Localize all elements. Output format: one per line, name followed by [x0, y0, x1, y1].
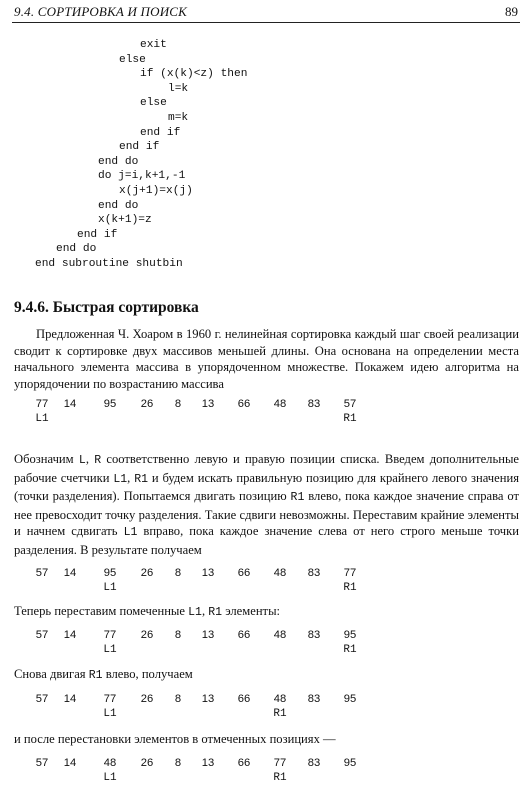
text-fragment: Снова двигая: [14, 667, 89, 681]
text-fragment: ,: [85, 452, 95, 466]
position-marker: L1: [103, 644, 117, 656]
array-value: 48: [103, 757, 117, 769]
array-value: 48: [273, 567, 287, 579]
section-heading: 9.4.6. Быстрая сортировка: [14, 299, 199, 316]
array-value: 66: [237, 567, 251, 579]
move-paragraph: [14, 666, 519, 685]
array-row-2: [0, 567, 532, 599]
code-inline: R1: [88, 669, 103, 682]
array-value: 57: [35, 629, 49, 641]
code-inline: L1: [123, 526, 138, 540]
array-value: 95: [103, 398, 117, 410]
code-line: x(k+1)=z: [98, 214, 152, 227]
text-fragment: ,: [201, 604, 209, 618]
position-marker: R1: [273, 708, 287, 720]
text-fragment: Обозначим: [14, 452, 79, 466]
code-inline: R1: [290, 491, 305, 505]
array-value: 26: [140, 693, 154, 705]
array-value: 83: [307, 757, 321, 769]
code-line: end do: [98, 199, 139, 212]
position-marker: L1: [103, 772, 117, 784]
array-value: 13: [201, 398, 215, 410]
array-value: 48: [273, 629, 287, 641]
position-marker: R1: [273, 772, 287, 784]
array-value: 8: [174, 567, 182, 579]
array-value: 8: [174, 693, 182, 705]
array-value: 95: [343, 757, 357, 769]
array-value: 57: [343, 398, 357, 410]
position-marker: L1: [35, 413, 49, 425]
position-marker: L1: [103, 582, 117, 594]
code-inline: R1: [134, 472, 148, 486]
array-value: 66: [237, 693, 251, 705]
array-row-3: [0, 629, 532, 661]
text-fragment: соответственно левую и правую позиции списка. Введем дополнительные рабочие счетчики: [14, 452, 519, 485]
array-value: 48: [273, 693, 287, 705]
array-value: 14: [63, 757, 77, 769]
code-line: x(j+1)=x(j): [119, 184, 193, 197]
array-value: 13: [201, 693, 215, 705]
code-line: else: [119, 53, 146, 66]
array-value: 14: [63, 693, 77, 705]
array-value: 26: [140, 567, 154, 579]
code-line: l=k: [168, 82, 189, 95]
running-header: 9.4. СОРТИРОВКА И ПОИСК: [14, 4, 187, 19]
array-value: 83: [307, 567, 321, 579]
array-value: 77: [35, 398, 49, 410]
code-inline: L1: [188, 606, 202, 619]
array-value: 66: [237, 757, 251, 769]
text-fragment: вправо, пока каждое значение слева от него строго меньше точки разделения. В результате получаем: [14, 524, 520, 557]
position-marker: R1: [343, 582, 357, 594]
swap-paragraph: [14, 603, 519, 622]
array-row-5: [0, 757, 532, 789]
array-value: 95: [103, 567, 117, 579]
array-value: 14: [63, 398, 77, 410]
array-value: 48: [273, 398, 287, 410]
code-listing: [0, 38, 532, 272]
after-swap-paragraph: и после перестановки элементов в отмеченных позициях —: [14, 732, 336, 746]
text-fragment: элементы:: [222, 604, 281, 618]
array-value: 57: [35, 567, 49, 579]
array-value: 66: [237, 629, 251, 641]
array-row-1: [0, 398, 532, 430]
code-line: exit: [140, 39, 167, 51]
array-value: 13: [201, 757, 215, 769]
code-inline: R: [94, 454, 102, 467]
array-value: 13: [201, 567, 215, 579]
position-marker: R1: [343, 413, 357, 425]
array-value: 83: [307, 693, 321, 705]
array-value: 77: [103, 629, 117, 641]
array-value: 26: [140, 757, 154, 769]
code-line: if (x(k)<z) then: [140, 68, 248, 81]
array-value: 95: [343, 629, 357, 641]
code-inline: L1: [113, 472, 128, 486]
array-row-4: [0, 693, 532, 725]
array-value: 95: [343, 693, 357, 705]
code-line: end subroutine shutbin: [35, 257, 183, 270]
text-fragment: влево, получаем: [102, 667, 193, 681]
array-value: 13: [201, 629, 215, 641]
text-fragment: и будем искать правильную позицию для крайнего левого значения (точки разделения). Попытаемся двигать позицию: [14, 470, 519, 504]
position-marker: L1: [103, 708, 117, 720]
array-value: 57: [35, 693, 49, 705]
code-inline: L: [78, 454, 86, 467]
pointers-paragraph: [14, 451, 519, 559]
array-value: 8: [174, 398, 182, 410]
code-line: end if: [140, 126, 181, 139]
array-value: 26: [140, 629, 154, 641]
array-value: 26: [140, 398, 154, 410]
code-inline: R1: [208, 606, 223, 619]
array-value: 77: [343, 567, 357, 579]
array-value: 83: [307, 398, 321, 410]
array-value: 77: [103, 693, 117, 705]
code-line: else: [140, 97, 167, 110]
position-marker: R1: [343, 644, 357, 656]
array-value: 8: [174, 629, 182, 641]
array-value: 8: [174, 757, 182, 769]
array-value: 77: [273, 757, 287, 769]
code-line: end if: [77, 228, 118, 241]
code-line: end if: [119, 141, 160, 154]
code-line: m=k: [168, 111, 189, 124]
intro-paragraph: Предложенная Ч. Хоаром в 1960 г. нелинейная сортировка каждый шаг своей реализации сводит к сортировке двух массивов меньшей длины. Она основана на определении места начального элемента массива в упорядоченном множестве. Покажем идею алгоритма на упорядочении по возрастанию массива: [14, 327, 519, 391]
array-value: 57: [35, 757, 49, 769]
array-value: 83: [307, 629, 321, 641]
array-value: 66: [237, 398, 251, 410]
code-line: end do: [98, 155, 139, 168]
array-value: 14: [63, 567, 77, 579]
code-line: do j=i,k+1,-1: [98, 170, 186, 183]
text-fragment: ,: [127, 470, 135, 485]
page-number: 89: [505, 4, 518, 19]
code-line: end do: [56, 243, 97, 256]
text-fragment: влево, пока каждое значение справа от нее превосходит точку разделения. Такие сдвиги невозможны. Переставим крайние элементы и начнем сдвигать: [14, 489, 519, 539]
header-rule: [12, 22, 520, 23]
array-value: 14: [63, 629, 77, 641]
text-fragment: Теперь переставим помеченные: [14, 604, 189, 618]
